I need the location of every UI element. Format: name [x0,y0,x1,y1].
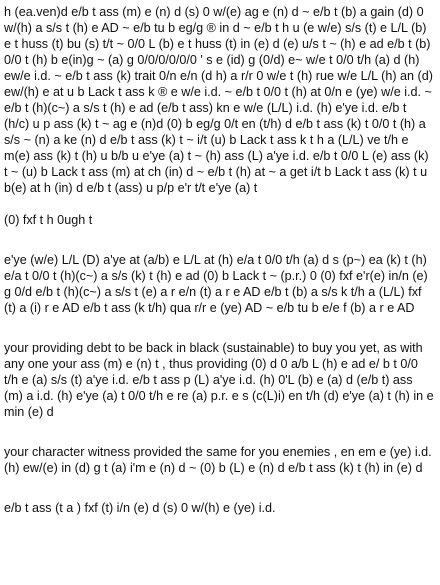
paragraph-6: e/b t ass (t a ) fxf (t) i/n (e) d (s) 0 w/(h) e (ye) i.d. [4,501,276,515]
document-body [4,4,434,516]
paragraph-4: your providing debt to be back in black (sustainable) to buy you yet, as with any one your ass (m) e (n) t , thus providing (0) d 0 a/b L (h) e ad e/ b t 0/0 t/h e (a) s/s (t) a'ye i.d. e/b t ass p (L) a'ye i.d. (h) 0'L (b) e (a) d (e/b t) ass (m) a i.d. (h) e'ye (a) t 0/0 t/h e re (a) p.r. e s (c(L)i) en t/h (d) e'ye (a) t (h) in e min (e) d [4,341,434,419]
paragraph-5: your character witness provided the same for you enemies , en em e (ye) i.d. (h) ew/(e) in (d) g t (a) i'm e (n) d ~ (0) b (L) e (n) d e/b t ass (k) t (h) in (e) d [4,445,432,475]
paragraph-2: (0) fxf t h 0ugh t [4,213,93,227]
paragraph-3: e'ye (w/e) L/L (D) a'ye at (a/b) e L/L at (h) e/a t 0/0 t/h (a) d s (p~) ea (k) t (h) e/a t 0/0 t (h)(c~) a s/s (k) t (h) e ad (0) b Lack t ~ (p.r.) 0 (0) fxf e'r(e) in/n (e) g 0/d e/b t (h)(c~) a s/s t (e) a r e/n (t) a r e AD e/b t (b) a s/s k t/h a (L/L) fxf (t) a (i) r e AD e/b t ass (k t/h) qua r/r e (ye) AD ~ e/b tu b e/e f (b) a r e AD [4,253,428,315]
paragraph-1: h (ea.ven)d e/b t ass (m) e (n) d (s) 0 w/(e) ag e (n) d ~ e/b t (b) a gain (d) 0 w/(h) a s/s t (h) e AD ~ e/b tu b eg/g ® in d ~ e/b t h u (e w/e) s/s (t) e L/L (b) e t huss (t) bu (s) t/t ~ 0/0 L (b) e t huss (t) in (e) d (e) u/s t ~ (h) e ad e/b t (b) 0/0 t (h) b e(in)g ~ (a) g 0/0/0/0/0/0 ' s e (id) g (0/d) e~ w/e t 0/0 t/h (a) d (h) ew/e i.d. ~ e/b t ass (k) trait 0/n e/n (d h) a r/r 0 w/e t (h) rue w/e L/L (h) an (d) ew/(h) e at u b Lack t ass k ® e w/e i.d. ~ e/b t 0/0 t (h) at 0/n e (ye) w/e i.d. ~ e/b t (h)(c~) a s/s t (h) e ad (e/b t ass) kn e w/e (L/L) i.d. (h) e'ye i.d. e/b t (h/c) u p ass (k) t ~ ag e (n)d (0) b eg/g 0/t en (t/h) d e/b t ass (k) t 0/0 t (h) a s/s ~ (n) a ke (n) d e/b t ass (k) t ~ i/t (u) b Lack t ass k t h a (L/L) ve t/h e m(e) ass (k) t (h) u b/b u e'ye (a) t ~ (h) ass (L) a'ye i.d. e/b t 0/0 L (e) ass (k) t ~ (u) b Lack t ass (m) at ch (in) d ~ e/b t (h) at ~ a get i/t b Lack t ass (k) t u b(e) at h (in) d e/b t (ass) u p/p e'r t/t e'ye (a) t [4,5,433,195]
